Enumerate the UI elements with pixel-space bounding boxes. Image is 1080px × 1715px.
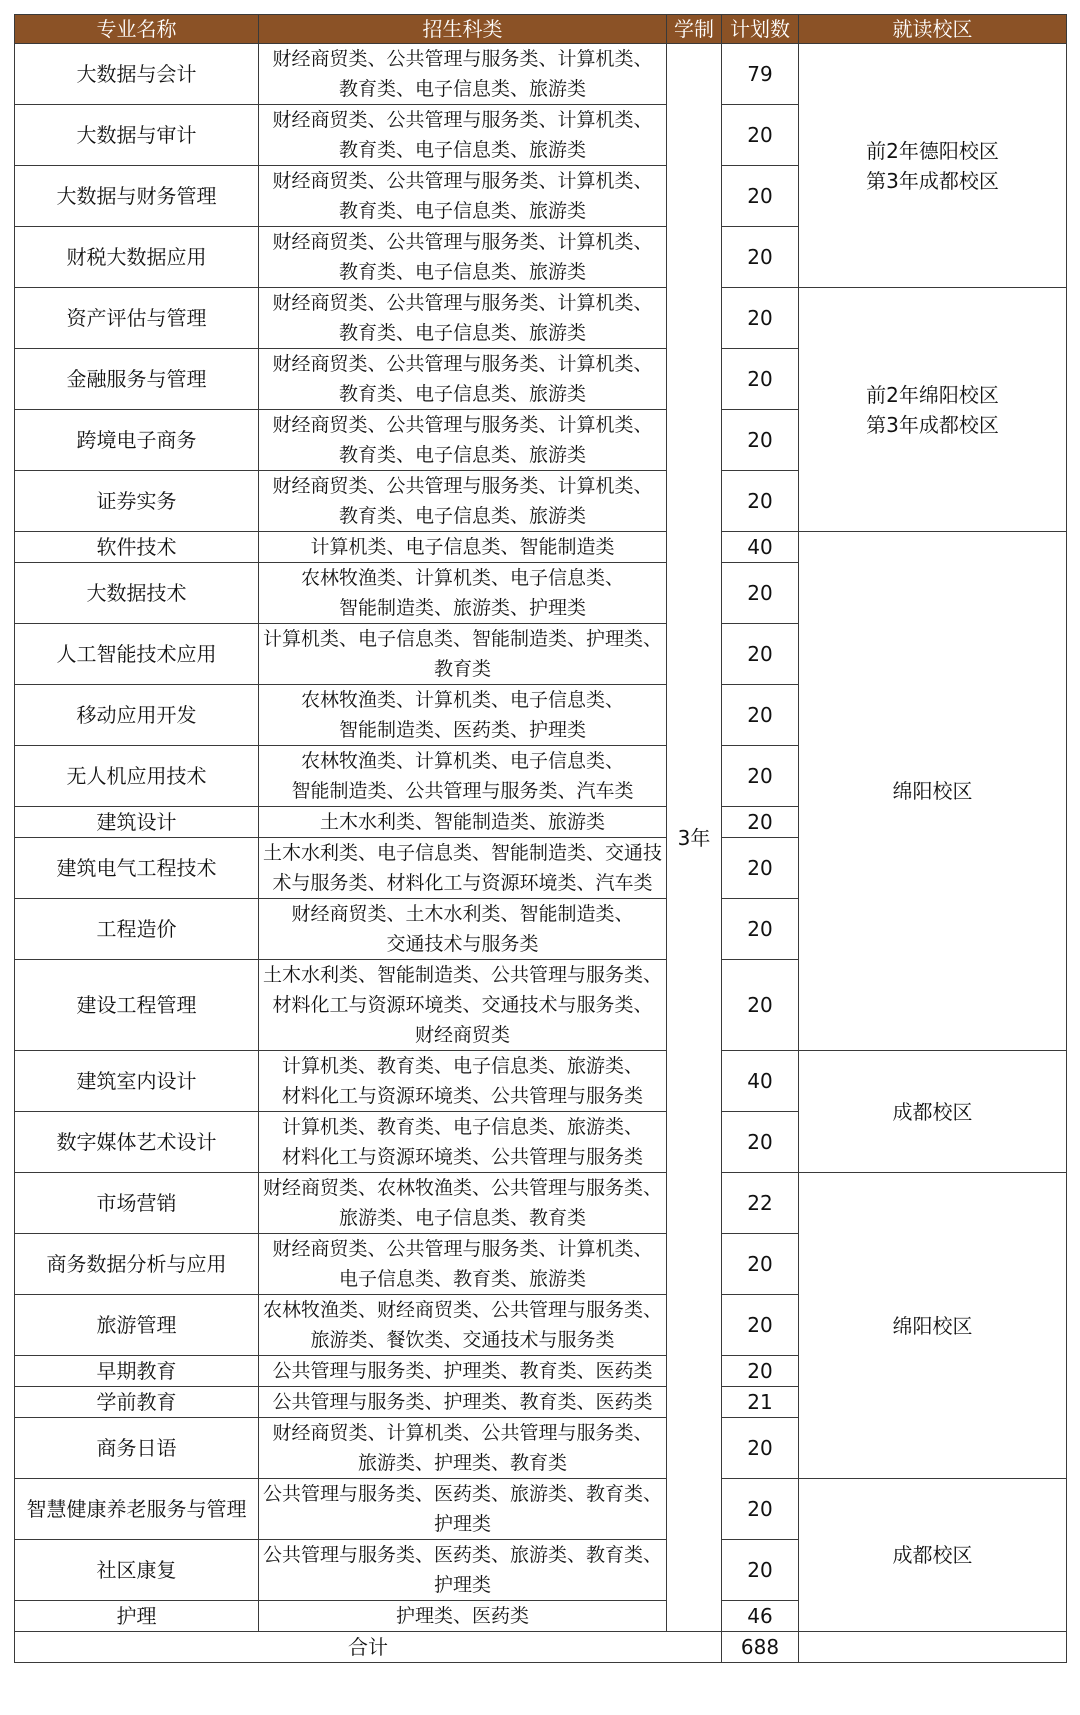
plan-count: 22: [722, 1173, 799, 1234]
enrollment-subjects: [259, 166, 667, 227]
text-line: 公共管理与服务类、护理类、教育类、医药类: [272, 1360, 653, 1382]
text-line: 材料化工与资源环境类、公共管理与服务类: [281, 1085, 643, 1107]
plan-count: 40: [722, 1051, 799, 1112]
text-line: 前2年德阳校区: [866, 138, 999, 163]
major-name: 旅游管理: [15, 1295, 259, 1356]
total-value: 688: [722, 1632, 799, 1663]
plan-count: 20: [722, 1540, 799, 1601]
major-name: 社区康复: [15, 1540, 259, 1601]
text-line: 成都校区: [892, 1543, 973, 1567]
text-line: 绵阳校区: [892, 779, 973, 803]
campus-cell: [799, 44, 1067, 288]
major-name: 学前教育: [15, 1387, 259, 1418]
text-line: 财经商贸类、公共管理与服务类、计算机类、: [272, 475, 653, 497]
major-name: 建筑设计: [15, 807, 259, 838]
text-line: 智能制造类、医药类、护理类: [338, 719, 586, 741]
major-name: 建筑室内设计: [15, 1051, 259, 1112]
text-line: 材料化工与资源环境类、交通技术与服务类、: [272, 994, 653, 1016]
major-name: 智慧健康养老服务与管理: [15, 1479, 259, 1540]
enrollment-subjects: [259, 899, 667, 960]
enrollment-subjects: [259, 532, 667, 563]
enrollment-plan-table: [14, 14, 1067, 1663]
major-name: 工程造价: [15, 899, 259, 960]
plan-count: 20: [722, 1356, 799, 1387]
enrollment-subjects: [259, 227, 667, 288]
plan-count: 20: [722, 1112, 799, 1173]
text-line: 财经商贸类、计算机类、公共管理与服务类、: [272, 1422, 653, 1444]
text-line: 财经商贸类、公共管理与服务类、计算机类、: [272, 170, 653, 192]
major-name: 移动应用开发: [15, 685, 259, 746]
text-line: 第3年成都校区: [866, 168, 999, 193]
text-line: 材料化工与资源环境类、公共管理与服务类: [281, 1146, 643, 1168]
text-line: 财经商贸类: [414, 1024, 510, 1046]
text-line: 护理类、医药类: [395, 1605, 529, 1627]
header-plan: 计划数: [722, 15, 799, 44]
text-line: 电子信息类、教育类、旅游类: [338, 1268, 586, 1290]
major-name: 大数据技术: [15, 563, 259, 624]
campus-cell: [799, 1173, 1067, 1479]
header-row: [15, 15, 1067, 44]
text-line: 财经商贸类、土木水利类、智能制造类、: [291, 903, 634, 925]
text-line: 财经商贸类、公共管理与服务类、计算机类、: [272, 109, 653, 131]
text-line: 计算机类、电子信息类、智能制造类、护理类、: [262, 628, 662, 650]
table-row: [15, 1173, 1067, 1234]
enrollment-subjects: [259, 1540, 667, 1601]
plan-count: 20: [722, 410, 799, 471]
plan-count: 20: [722, 685, 799, 746]
text-line: 教育类、电子信息类、旅游类: [338, 322, 586, 344]
major-name: 护理: [15, 1601, 259, 1632]
enrollment-subjects: [259, 1112, 667, 1173]
enrollment-subjects: [259, 838, 667, 899]
plan-count: 20: [722, 288, 799, 349]
text-line: 旅游类、餐饮类、交通技术与服务类: [310, 1329, 615, 1351]
major-name: 金融服务与管理: [15, 349, 259, 410]
text-line: 农林牧渔类、计算机类、电子信息类、: [300, 567, 624, 589]
major-name: 财税大数据应用: [15, 227, 259, 288]
text-line: 教育类、电子信息类、旅游类: [338, 78, 586, 100]
major-name: 建筑电气工程技术: [15, 838, 259, 899]
enrollment-subjects: [259, 807, 667, 838]
text-line: 农林牧渔类、计算机类、电子信息类、: [300, 689, 624, 711]
campus-cell: [799, 288, 1067, 532]
enrollment-subjects: [259, 349, 667, 410]
plan-count: 21: [722, 1387, 799, 1418]
campus-cell: [799, 1051, 1067, 1173]
enrollment-subjects: [259, 960, 667, 1051]
major-name: 建设工程管理: [15, 960, 259, 1051]
plan-count: 20: [722, 899, 799, 960]
plan-count: 40: [722, 532, 799, 563]
text-line: 智能制造类、公共管理与服务类、汽车类: [291, 780, 634, 802]
text-line: 公共管理与服务类、护理类、教育类、医药类: [272, 1391, 653, 1413]
total-empty: [799, 1632, 1067, 1663]
major-name: 商务数据分析与应用: [15, 1234, 259, 1295]
header-subjects: 招生科类: [259, 15, 667, 44]
plan-count: 20: [722, 1479, 799, 1540]
plan-count: 20: [722, 1295, 799, 1356]
major-name: 证券实务: [15, 471, 259, 532]
plan-count: 20: [722, 746, 799, 807]
table-row: [15, 532, 1067, 563]
major-name: 商务日语: [15, 1418, 259, 1479]
text-line: 教育类、电子信息类、旅游类: [338, 505, 586, 527]
plan-count: 79: [722, 44, 799, 105]
text-line: 绵阳校区: [892, 1313, 973, 1338]
text-line: 第3年成都校区: [866, 412, 999, 437]
major-name: 市场营销: [15, 1173, 259, 1234]
plan-count: 20: [722, 807, 799, 838]
text-line: 土木水利类、智能制造类、旅游类: [319, 811, 605, 833]
text-line: 护理类: [433, 1574, 491, 1596]
major-name: 人工智能技术应用: [15, 624, 259, 685]
text-line: 智能制造类、旅游类、护理类: [338, 597, 586, 619]
major-name: 数字媒体艺术设计: [15, 1112, 259, 1173]
enrollment-subjects: [259, 685, 667, 746]
header-major: 专业名称: [15, 15, 259, 44]
enrollment-subjects: [259, 1418, 667, 1479]
text-line: 交通技术与服务类: [386, 933, 539, 955]
enrollment-subjects: [259, 471, 667, 532]
total-row: [15, 1632, 1067, 1663]
table-row: [15, 1479, 1067, 1540]
text-line: 教育类、电子信息类、旅游类: [338, 444, 586, 466]
major-name: 大数据与会计: [15, 44, 259, 105]
header-campus: 就读校区: [799, 15, 1067, 44]
text-line: 农林牧渔类、财经商贸类、公共管理与服务类、: [262, 1299, 662, 1321]
table-row: [15, 44, 1067, 105]
major-name: 无人机应用技术: [15, 746, 259, 807]
text-line: 教育类、电子信息类、旅游类: [338, 200, 586, 222]
major-name: 资产评估与管理: [15, 288, 259, 349]
major-name: 跨境电子商务: [15, 410, 259, 471]
text-line: 财经商贸类、农林牧渔类、公共管理与服务类、: [262, 1177, 662, 1199]
text-line: 农林牧渔类、计算机类、电子信息类、: [300, 750, 624, 772]
text-line: 旅游类、护理类、教育类: [357, 1452, 567, 1474]
plan-count: 20: [722, 1418, 799, 1479]
text-line: 土木水利类、智能制造类、公共管理与服务类、: [262, 964, 662, 986]
header-duration: 学制: [667, 15, 722, 44]
text-line: 财经商贸类、公共管理与服务类、计算机类、: [272, 353, 653, 375]
text-line: 成都校区: [892, 1099, 973, 1124]
text-line: 计算机类、教育类、电子信息类、旅游类、: [281, 1116, 643, 1138]
text-line: 财经商贸类、公共管理与服务类、计算机类、: [272, 292, 653, 314]
enrollment-subjects: [259, 746, 667, 807]
plan-count: 20: [722, 1234, 799, 1295]
text-line: 教育类、电子信息类、旅游类: [338, 261, 586, 283]
total-label: 合计: [15, 1632, 722, 1663]
text-line: 护理类: [433, 1513, 491, 1535]
plan-count: 20: [722, 471, 799, 532]
plan-count: 20: [722, 563, 799, 624]
text-line: 财经商贸类、公共管理与服务类、计算机类、: [272, 231, 653, 253]
enrollment-subjects: [259, 44, 667, 105]
plan-count: 20: [722, 105, 799, 166]
enrollment-subjects: [259, 1051, 667, 1112]
plan-count: 46: [722, 1601, 799, 1632]
duration-cell: 3年: [667, 44, 722, 1632]
campus-cell: [799, 532, 1067, 1051]
major-name: 软件技术: [15, 532, 259, 563]
plan-count: 20: [722, 624, 799, 685]
table-row: [15, 1051, 1067, 1112]
campus-cell: [799, 1479, 1067, 1632]
enrollment-subjects: [259, 1295, 667, 1356]
enrollment-subjects: [259, 1234, 667, 1295]
text-line: 教育类、电子信息类、旅游类: [338, 139, 586, 161]
plan-count: 20: [722, 838, 799, 899]
enrollment-subjects: [259, 624, 667, 685]
text-line: 财经商贸类、公共管理与服务类、计算机类、: [272, 48, 653, 70]
plan-count: 20: [722, 960, 799, 1051]
enrollment-subjects: [259, 1601, 667, 1632]
enrollment-subjects: [259, 288, 667, 349]
text-line: 计算机类、教育类、电子信息类、旅游类、: [281, 1055, 643, 1077]
text-line: 公共管理与服务类、医药类、旅游类、教育类、: [262, 1483, 662, 1505]
text-line: 计算机类、电子信息类、智能制造类: [310, 536, 615, 558]
plan-count: 20: [722, 227, 799, 288]
text-line: 财经商贸类、公共管理与服务类、计算机类、: [272, 1238, 653, 1260]
enrollment-subjects: [259, 1479, 667, 1540]
enrollment-subjects: [259, 563, 667, 624]
text-line: 术与服务类、材料化工与资源环境类、汽车类: [272, 872, 653, 894]
text-line: 前2年绵阳校区: [866, 382, 999, 407]
table-row: [15, 288, 1067, 349]
enrollment-subjects: [259, 105, 667, 166]
text-line: 土木水利类、电子信息类、智能制造类、交通技: [262, 842, 662, 864]
plan-count: 20: [722, 349, 799, 410]
text-line: 旅游类、电子信息类、教育类: [338, 1207, 586, 1229]
enrollment-subjects: [259, 410, 667, 471]
enrollment-subjects: [259, 1173, 667, 1234]
text-line: 财经商贸类、公共管理与服务类、计算机类、: [272, 414, 653, 436]
text-line: 公共管理与服务类、医药类、旅游类、教育类、: [262, 1544, 662, 1566]
enrollment-subjects: [259, 1356, 667, 1387]
enrollment-subjects: [259, 1387, 667, 1418]
major-name: 早期教育: [15, 1356, 259, 1387]
text-line: 教育类: [433, 658, 491, 680]
major-name: 大数据与财务管理: [15, 166, 259, 227]
plan-count: 20: [722, 166, 799, 227]
major-name: 大数据与审计: [15, 105, 259, 166]
text-line: 教育类、电子信息类、旅游类: [338, 383, 586, 405]
